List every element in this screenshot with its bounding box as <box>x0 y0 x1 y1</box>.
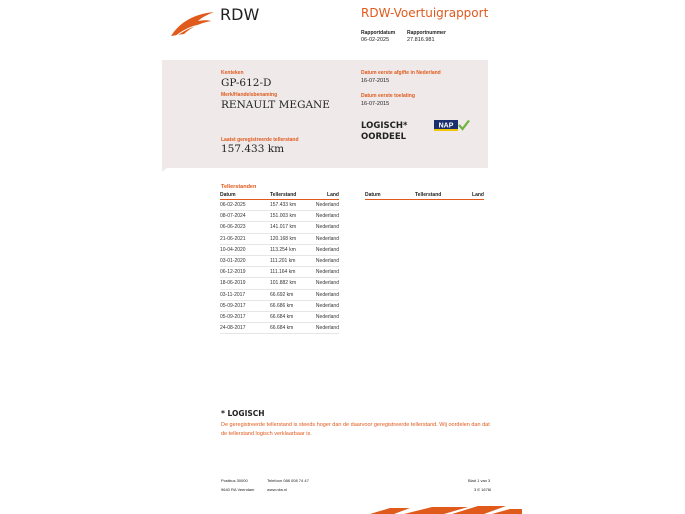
table-row <box>220 301 339 312</box>
footer-address2: 9640 RA Veendam <box>221 487 255 492</box>
row-reading: 101.882 km <box>270 280 297 287</box>
col-country-right: Land <box>472 192 484 198</box>
table-header <box>220 192 339 200</box>
row-date: 08-07-2024 <box>220 213 246 220</box>
table-row <box>220 278 339 289</box>
verdict <box>361 121 407 143</box>
plate-label: Kenteken <box>221 70 244 76</box>
table-body <box>220 200 339 334</box>
row-country: Nederland <box>315 313 339 320</box>
verdict-line2: OORDEEL <box>361 132 407 142</box>
odometer-value: 157.433 km <box>221 143 285 155</box>
row-date: 03-01-2020 <box>220 257 246 264</box>
col-reading-right: Tellerstand <box>415 192 442 198</box>
first-admission-label: Datum eerste toelating <box>361 93 415 99</box>
row-country: Nederland <box>315 302 339 309</box>
first-admission-nl: 16-07-2015 <box>361 78 390 84</box>
row-country: Nederland <box>315 291 339 298</box>
odometer-table-right <box>365 192 484 200</box>
row-reading: 111.164 km <box>270 269 296 276</box>
table-row <box>220 290 339 301</box>
plate-number: GP-612-D <box>221 77 272 89</box>
table-row <box>220 245 339 256</box>
row-reading: 66.692 km <box>270 291 294 298</box>
row-country: Nederland <box>315 246 339 253</box>
vehicle-brand: RENAULT MEGANE <box>221 99 330 111</box>
row-date: 24-08-2017 <box>220 325 246 332</box>
report-date-label: Rapportdatum <box>361 30 396 36</box>
row-reading: 141.017 km <box>270 224 297 231</box>
row-date: 18-06-2019 <box>220 280 246 287</box>
footer-address1: Postbus 30000 <box>221 478 248 483</box>
table-row <box>220 222 339 233</box>
table-row <box>220 256 339 267</box>
report-number: 27.816.981 <box>407 37 435 43</box>
table-header-right <box>365 192 484 200</box>
report-date: 06-02-2025 <box>361 37 390 43</box>
row-reading: 113.254 km <box>270 246 296 253</box>
explanation-text: De geregistreerde tellerstand is steeds hoger dan de daarvoor geregistreerde tellerstand. Wij oordelen dan dat de tellerstand logisch verklaarbaar is. <box>221 422 490 437</box>
row-reading: 151.003 km <box>270 213 297 220</box>
row-date: 21-06-2021 <box>220 235 246 242</box>
report-number-label: Rapportnummer <box>407 30 446 36</box>
row-date: 10-04-2020 <box>220 246 246 253</box>
row-date: 06-12-2019 <box>220 269 246 276</box>
row-date: 05-09-2017 <box>220 313 246 320</box>
verdict-line1: LOGISCH* <box>361 121 408 131</box>
odometer-history-title: Tellerstanden <box>221 184 257 190</box>
odometer-table-left <box>220 192 339 334</box>
first-admission: 16-07-2015 <box>361 101 390 107</box>
row-country: Nederland <box>315 269 339 276</box>
col-reading: Tellerstand <box>270 192 297 198</box>
nap-logo-icon <box>434 119 470 133</box>
table-row <box>220 211 339 222</box>
nap-text: NAP <box>438 122 454 130</box>
footer-web: www.rdw.nl <box>267 487 288 492</box>
col-date-right: Datum <box>365 192 381 198</box>
row-date: 03-11-2017 <box>220 291 246 298</box>
footer-code: 3 E 1678I <box>474 487 492 492</box>
row-date: 06-06-2023 <box>220 224 246 231</box>
row-reading: 66.684 km <box>270 313 294 320</box>
explanation-heading: * LOGISCH <box>221 409 265 418</box>
table-row <box>220 323 339 334</box>
row-reading: 157.433 km <box>270 202 297 208</box>
row-reading: 66.686 km <box>270 302 294 309</box>
table-row <box>220 312 339 323</box>
decorative-stripes-icon <box>370 506 522 514</box>
row-reading: 120.168 km <box>270 235 297 242</box>
vehicle-summary-panel <box>162 60 488 168</box>
rdw-logo-icon <box>170 10 216 38</box>
row-country: Nederland <box>315 202 339 208</box>
col-date: Datum <box>220 192 236 198</box>
row-date: 06-02-2025 <box>220 202 246 208</box>
row-country: Nederland <box>315 257 339 264</box>
row-country: Nederland <box>315 213 339 220</box>
panel-notch-shape <box>162 160 176 172</box>
footer-page: Blad 1 van 3 <box>468 478 491 483</box>
table-row <box>220 234 339 245</box>
footer-phone: Telefoon 088 008 74 47 <box>267 478 309 483</box>
row-reading: 66.684 km <box>270 325 294 332</box>
table-row <box>220 200 339 211</box>
report-title: RDW-Voertuigrapport <box>361 6 489 20</box>
first-admission-nl-label: Datum eerste afgifte in Nederland <box>361 70 441 76</box>
row-reading: 111.201 km <box>270 257 296 264</box>
row-country: Nederland <box>315 235 339 242</box>
row-date: 05-09-2017 <box>220 302 246 309</box>
brand-name: RDW <box>220 5 260 24</box>
brand-label: Merk/Handelsbenaming <box>221 92 278 98</box>
col-country: Land <box>327 192 339 198</box>
row-country: Nederland <box>315 224 339 231</box>
row-country: Nederland <box>315 280 339 287</box>
row-country: Nederland <box>315 325 339 332</box>
table-row <box>220 267 339 278</box>
odometer-label: Laatst geregistreerde tellerstand <box>221 137 299 143</box>
